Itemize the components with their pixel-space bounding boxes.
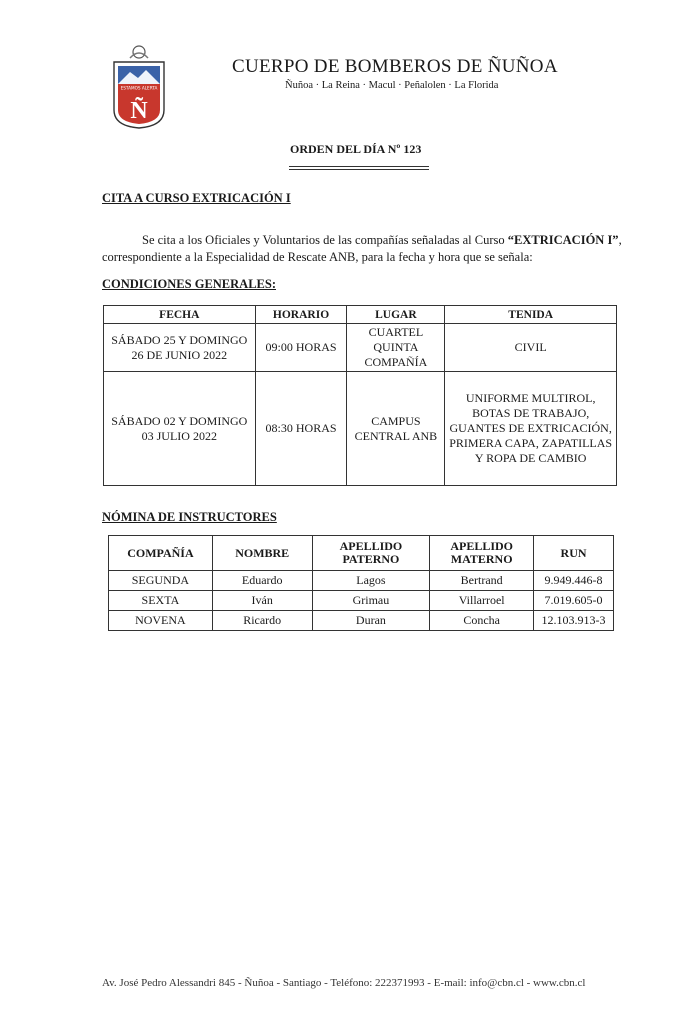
- cell-compania: SEGUNDA: [109, 571, 213, 591]
- cell-run: 12.103.913-3: [534, 611, 614, 631]
- cell-run: 7.019.605-0: [534, 591, 614, 611]
- column-header: COMPAÑÍA: [109, 536, 213, 571]
- section-heading-cita: CITA A CURSO EXTRICACIÓN I: [102, 191, 291, 205]
- column-header: NOMBRE: [212, 536, 312, 571]
- column-header: FECHA: [104, 306, 256, 324]
- cell-materno: Bertrand: [430, 571, 534, 591]
- cell-fecha: SÁBADO 02 Y DOMINGO 03 JULIO 2022: [104, 372, 256, 486]
- cell-nombre: Ricardo: [212, 611, 312, 631]
- conditions-table: [103, 305, 617, 486]
- table-row: [104, 324, 617, 372]
- cell-fecha: SÁBADO 25 Y DOMINGO 26 DE JUNIO 2022: [104, 324, 256, 372]
- cell-paterno: Lagos: [312, 571, 430, 591]
- footer-contact: Av. José Pedro Alessandri 845 - Ñuñoa - Santiago - Teléfono: 222371993 - E-mail: info@cbn.cl - www.cbn.cl: [102, 977, 586, 989]
- cell-nombre: Iván: [212, 591, 312, 611]
- table-row: [109, 591, 614, 611]
- order-title: ORDEN DEL DÍA Nº 123: [290, 142, 422, 156]
- cell-materno: Concha: [430, 611, 534, 631]
- title-double-rule: [289, 166, 429, 170]
- cell-paterno: Grimau: [312, 591, 430, 611]
- para-course-name: “EXTRICACIÓN I”: [507, 233, 619, 247]
- para-text-pre: Se cita a los Oficiales y Voluntarios de las compañías señaladas al Curso: [142, 233, 508, 247]
- section-heading-conditions: CONDICIONES GENERALES:: [102, 277, 276, 291]
- cell-compania: SEXTA: [109, 591, 213, 611]
- org-subtitle: Ñuñoa · La Reina · Macul · Peñalolen · La Florida: [285, 80, 499, 91]
- cell-horario: 08:30 HORAS: [255, 372, 347, 486]
- cell-paterno: Duran: [312, 611, 430, 631]
- column-header: APELLIDO PATERNO: [312, 536, 430, 571]
- fire-department-logo: [108, 40, 170, 130]
- logo-motto: ESTAMOS ALERTA: [120, 85, 158, 91]
- cell-tenida: CIVIL: [445, 324, 617, 372]
- cell-run: 9.949.446-8: [534, 571, 614, 591]
- table-row: [109, 571, 614, 591]
- section-heading-instructors: NÓMINA DE INSTRUCTORES: [102, 510, 277, 524]
- cell-compania: NOVENA: [109, 611, 213, 631]
- cell-lugar: CUARTEL QUINTA COMPAÑÍA: [347, 324, 445, 372]
- logo-letter: Ñ: [130, 98, 148, 124]
- intro-paragraph: [102, 232, 622, 266]
- table-row: [109, 611, 614, 631]
- org-name: CUERPO DE BOMBEROS DE ÑUÑOA: [232, 56, 558, 77]
- cell-horario: 09:00 HORAS: [255, 324, 347, 372]
- para-text-post: , correspondiente a la Especialidad de Rescate ANB, para la fecha y hora que se señala:: [102, 233, 622, 264]
- cell-materno: Villarroel: [430, 591, 534, 611]
- column-header: LUGAR: [347, 306, 445, 324]
- instructors-table: [108, 535, 614, 631]
- table-header-row: [109, 536, 614, 571]
- cell-tenida: UNIFORME MULTIROL, BOTAS DE TRABAJO, GUANTES DE EXTRICACIÓN, PRIMERA CAPA, ZAPATILLAS Y ROPA DE CAMBIO: [445, 372, 617, 486]
- table-header-row: [104, 306, 617, 324]
- table-row: [104, 372, 617, 486]
- column-header: RUN: [534, 536, 614, 571]
- cell-lugar: CAMPUS CENTRAL ANB: [347, 372, 445, 486]
- column-header: APELLIDO MATERNO: [430, 536, 534, 571]
- cell-nombre: Eduardo: [212, 571, 312, 591]
- column-header: HORARIO: [255, 306, 347, 324]
- column-header: TENIDA: [445, 306, 617, 324]
